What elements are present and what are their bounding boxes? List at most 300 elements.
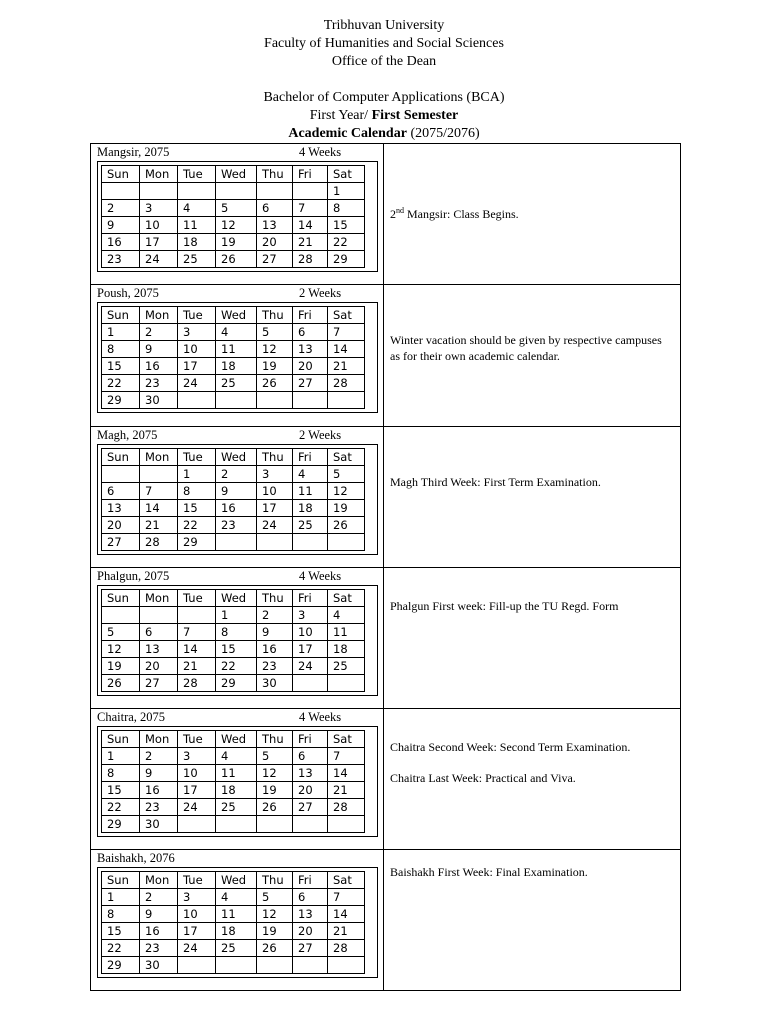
date-cell: 26 xyxy=(257,940,293,957)
date-cell: 15 xyxy=(216,641,257,658)
date-cell: 7 xyxy=(328,324,365,341)
date-cell: 14 xyxy=(140,500,178,517)
date-cell: 19 xyxy=(328,500,365,517)
date-cell: 17 xyxy=(140,234,178,251)
day-header: Wed xyxy=(216,590,257,607)
calendar-table xyxy=(90,143,681,991)
week-row xyxy=(102,251,365,268)
date-cell: 6 xyxy=(140,624,178,641)
faculty-name: Faculty of Humanities and Social Sciences xyxy=(264,36,504,51)
date-cell: 9 xyxy=(102,217,140,234)
date-cell xyxy=(257,392,293,409)
month-notes-cell xyxy=(384,709,680,849)
date-cell: 18 xyxy=(293,500,328,517)
month-grid-frame xyxy=(97,867,378,978)
date-cell: 6 xyxy=(293,748,328,765)
date-cell: 19 xyxy=(257,358,293,375)
date-cell: 29 xyxy=(102,957,140,974)
date-cell: 25 xyxy=(216,375,257,392)
date-cell: 27 xyxy=(293,799,328,816)
date-cell: 18 xyxy=(216,923,257,940)
date-cell: 18 xyxy=(328,641,365,658)
date-cell: 21 xyxy=(178,658,216,675)
event-note xyxy=(390,206,670,222)
date-cell: 8 xyxy=(328,200,365,217)
date-cell xyxy=(140,466,178,483)
date-cell: 21 xyxy=(328,782,365,799)
date-cell: 25 xyxy=(178,251,216,268)
date-cell xyxy=(293,675,328,692)
date-cell: 6 xyxy=(293,324,328,341)
date-cell: 3 xyxy=(178,889,216,906)
date-cell: 20 xyxy=(140,658,178,675)
date-cell xyxy=(328,675,365,692)
date-cell: 1 xyxy=(102,889,140,906)
note-text: Winter vacation should be given by respective campuses as for their own academic calendar. xyxy=(390,333,662,363)
day-header: Mon xyxy=(140,590,178,607)
date-cell: 19 xyxy=(102,658,140,675)
date-cell: 11 xyxy=(216,341,257,358)
date-cell: 4 xyxy=(216,324,257,341)
note-text: Mangsir: Class Begins. xyxy=(404,207,519,221)
date-cell: 23 xyxy=(216,517,257,534)
date-cell: 1 xyxy=(102,748,140,765)
date-cell: 29 xyxy=(102,392,140,409)
week-row xyxy=(102,765,365,782)
date-cell: 29 xyxy=(216,675,257,692)
date-cell xyxy=(178,183,216,200)
month-row xyxy=(91,427,680,568)
day-header: Sun xyxy=(102,307,140,324)
week-row xyxy=(102,782,365,799)
date-cell: 30 xyxy=(140,957,178,974)
date-cell: 24 xyxy=(178,940,216,957)
week-row xyxy=(102,234,365,251)
calendar-years: (2075/2076) xyxy=(406,126,480,141)
day-header: Sat xyxy=(328,307,365,324)
month-grid-frame xyxy=(97,585,378,696)
day-header: Sun xyxy=(102,449,140,466)
program-name: Bachelor of Computer Applications (BCA) xyxy=(263,90,505,105)
day-header: Sat xyxy=(328,449,365,466)
date-cell: 8 xyxy=(102,341,140,358)
week-row xyxy=(102,217,365,234)
date-cell: 15 xyxy=(102,358,140,375)
date-cell: 13 xyxy=(293,341,328,358)
date-cell: 23 xyxy=(140,799,178,816)
date-cell xyxy=(293,183,328,200)
date-cell: 15 xyxy=(102,782,140,799)
day-header: Thu xyxy=(257,872,293,889)
date-cell: 22 xyxy=(178,517,216,534)
date-cell: 16 xyxy=(140,782,178,799)
week-row xyxy=(102,816,365,833)
month-calendar-cell xyxy=(91,568,384,708)
date-cell xyxy=(102,607,140,624)
date-cell: 20 xyxy=(102,517,140,534)
date-cell: 14 xyxy=(328,765,365,782)
date-cell: 15 xyxy=(178,500,216,517)
date-cell: 27 xyxy=(293,940,328,957)
date-cell: 17 xyxy=(178,782,216,799)
month-calendar-cell xyxy=(91,709,384,849)
event-note xyxy=(390,598,670,614)
date-cell xyxy=(328,534,365,551)
month-notes-cell xyxy=(384,285,680,426)
month-title: Magh, 2075 xyxy=(97,428,158,442)
event-note xyxy=(390,332,670,364)
week-row xyxy=(102,534,365,551)
date-cell: 23 xyxy=(140,940,178,957)
date-cell xyxy=(140,183,178,200)
day-header: Sun xyxy=(102,166,140,183)
date-cell: 12 xyxy=(257,906,293,923)
date-cell: 28 xyxy=(293,251,328,268)
day-header-row xyxy=(102,166,365,183)
month-grid xyxy=(101,730,365,833)
date-cell: 29 xyxy=(178,534,216,551)
week-row xyxy=(102,500,365,517)
day-header-row xyxy=(102,731,365,748)
date-cell: 13 xyxy=(257,217,293,234)
date-cell xyxy=(102,183,140,200)
date-cell: 22 xyxy=(328,234,365,251)
document-header xyxy=(0,17,768,143)
month-calendar-cell xyxy=(91,144,384,284)
month-grid xyxy=(101,448,365,551)
calendar-label: Academic Calendar xyxy=(288,126,407,141)
month-grid xyxy=(101,306,365,409)
date-cell: 9 xyxy=(257,624,293,641)
date-cell: 10 xyxy=(293,624,328,641)
date-cell: 21 xyxy=(328,358,365,375)
day-header-row xyxy=(102,872,365,889)
date-cell: 11 xyxy=(328,624,365,641)
date-cell: 28 xyxy=(140,534,178,551)
day-header: Wed xyxy=(216,307,257,324)
month-title: Phalgun, 2075 xyxy=(97,569,170,583)
date-cell xyxy=(257,534,293,551)
date-cell xyxy=(178,957,216,974)
week-row xyxy=(102,375,365,392)
week-row xyxy=(102,748,365,765)
date-cell: 20 xyxy=(293,923,328,940)
date-cell: 9 xyxy=(140,341,178,358)
day-header: Tue xyxy=(178,872,216,889)
event-note xyxy=(390,739,670,755)
day-header: Sat xyxy=(328,166,365,183)
date-cell xyxy=(257,957,293,974)
date-cell: 7 xyxy=(140,483,178,500)
date-cell xyxy=(257,183,293,200)
date-cell: 3 xyxy=(257,466,293,483)
date-cell: 17 xyxy=(178,358,216,375)
week-row xyxy=(102,889,365,906)
date-cell: 5 xyxy=(257,889,293,906)
day-header: Mon xyxy=(140,449,178,466)
month-weeks: 4 Weeks xyxy=(299,710,342,724)
date-cell: 12 xyxy=(216,217,257,234)
date-cell: 11 xyxy=(216,906,257,923)
month-notes-cell xyxy=(384,568,680,708)
week-row xyxy=(102,957,365,974)
date-cell: 29 xyxy=(328,251,365,268)
month-calendar-cell xyxy=(91,427,384,567)
day-header: Thu xyxy=(257,166,293,183)
date-cell: 6 xyxy=(257,200,293,217)
date-cell: 17 xyxy=(178,923,216,940)
date-cell: 8 xyxy=(178,483,216,500)
date-cell: 20 xyxy=(293,782,328,799)
date-cell: 5 xyxy=(257,748,293,765)
month-row xyxy=(91,144,680,285)
month-title: Baishakh, 2076 xyxy=(97,851,175,865)
week-row xyxy=(102,675,365,692)
date-cell xyxy=(328,392,365,409)
month-calendar-cell xyxy=(91,850,384,990)
date-cell xyxy=(328,816,365,833)
month-notes-cell xyxy=(384,850,680,990)
date-cell: 8 xyxy=(216,624,257,641)
date-cell: 19 xyxy=(216,234,257,251)
note-text: Magh Third Week: First Term Examination. xyxy=(390,475,601,489)
date-cell: 8 xyxy=(102,906,140,923)
day-header: Fri xyxy=(293,166,328,183)
note-text: Chaitra Second Week: Second Term Examination. xyxy=(390,740,631,754)
month-notes-cell xyxy=(384,144,680,284)
week-row xyxy=(102,799,365,816)
calendar-title xyxy=(0,125,768,143)
note-text: Baishakh First Week: Final Examination. xyxy=(390,865,588,879)
week-row xyxy=(102,624,365,641)
week-row xyxy=(102,940,365,957)
date-cell xyxy=(178,816,216,833)
date-cell: 1 xyxy=(102,324,140,341)
day-header: Sat xyxy=(328,731,365,748)
day-header: Tue xyxy=(178,307,216,324)
date-cell xyxy=(216,957,257,974)
date-cell: 16 xyxy=(140,358,178,375)
date-cell: 26 xyxy=(216,251,257,268)
date-cell: 30 xyxy=(140,392,178,409)
day-header: Fri xyxy=(293,731,328,748)
day-header: Wed xyxy=(216,166,257,183)
date-cell: 21 xyxy=(293,234,328,251)
date-cell: 4 xyxy=(216,889,257,906)
date-cell: 16 xyxy=(140,923,178,940)
date-cell: 14 xyxy=(178,641,216,658)
month-grid xyxy=(101,871,365,974)
date-cell: 12 xyxy=(328,483,365,500)
month-grid xyxy=(101,165,365,268)
date-cell xyxy=(140,607,178,624)
week-row xyxy=(102,358,365,375)
day-header: Wed xyxy=(216,872,257,889)
week-row xyxy=(102,483,365,500)
date-cell: 28 xyxy=(178,675,216,692)
event-note xyxy=(390,864,670,880)
date-cell: 5 xyxy=(102,624,140,641)
date-cell: 24 xyxy=(257,517,293,534)
date-cell: 21 xyxy=(328,923,365,940)
week-row xyxy=(102,200,365,217)
date-cell: 22 xyxy=(102,799,140,816)
date-cell: 3 xyxy=(140,200,178,217)
month-grid xyxy=(101,589,365,692)
day-header: Fri xyxy=(293,307,328,324)
semester-label: First Semester xyxy=(371,108,459,123)
university-name: Tribhuvan University xyxy=(323,18,445,33)
month-weeks: 4 Weeks xyxy=(299,569,342,583)
date-cell xyxy=(293,392,328,409)
week-row xyxy=(102,341,365,358)
date-cell: 16 xyxy=(257,641,293,658)
date-cell: 22 xyxy=(102,375,140,392)
week-row xyxy=(102,517,365,534)
date-cell: 25 xyxy=(328,658,365,675)
date-cell: 27 xyxy=(140,675,178,692)
date-cell: 4 xyxy=(178,200,216,217)
month-title: Chaitra, 2075 xyxy=(97,710,166,724)
date-cell: 1 xyxy=(178,466,216,483)
week-row xyxy=(102,324,365,341)
date-cell: 9 xyxy=(140,906,178,923)
date-cell: 14 xyxy=(293,217,328,234)
date-cell: 10 xyxy=(140,217,178,234)
date-cell: 24 xyxy=(178,375,216,392)
date-cell: 4 xyxy=(293,466,328,483)
date-cell: 26 xyxy=(257,799,293,816)
month-row xyxy=(91,850,680,990)
day-header: Tue xyxy=(178,449,216,466)
date-cell: 11 xyxy=(216,765,257,782)
date-cell: 12 xyxy=(257,341,293,358)
month-weeks: 4 Weeks xyxy=(299,145,342,159)
date-cell: 15 xyxy=(328,217,365,234)
month-title: Mangsir, 2075 xyxy=(97,145,170,159)
date-cell: 23 xyxy=(140,375,178,392)
date-cell: 25 xyxy=(293,517,328,534)
day-header: Sun xyxy=(102,590,140,607)
date-cell: 4 xyxy=(216,748,257,765)
date-cell: 17 xyxy=(293,641,328,658)
date-cell: 15 xyxy=(102,923,140,940)
date-cell: 7 xyxy=(328,889,365,906)
date-cell: 3 xyxy=(178,748,216,765)
date-cell: 7 xyxy=(293,200,328,217)
day-header: Sun xyxy=(102,872,140,889)
date-cell xyxy=(102,466,140,483)
day-header: Thu xyxy=(257,731,293,748)
date-cell: 27 xyxy=(293,375,328,392)
date-cell xyxy=(216,816,257,833)
date-cell: 3 xyxy=(293,607,328,624)
day-header-row xyxy=(102,449,365,466)
date-cell: 23 xyxy=(257,658,293,675)
date-cell: 29 xyxy=(102,816,140,833)
week-row xyxy=(102,658,365,675)
date-cell: 1 xyxy=(216,607,257,624)
date-cell: 28 xyxy=(328,799,365,816)
date-cell: 24 xyxy=(178,799,216,816)
day-header: Wed xyxy=(216,449,257,466)
day-header: Mon xyxy=(140,872,178,889)
date-cell: 26 xyxy=(102,675,140,692)
date-cell xyxy=(293,816,328,833)
date-cell: 10 xyxy=(178,765,216,782)
month-notes-cell xyxy=(384,427,680,567)
note-ordinal: nd xyxy=(396,206,404,215)
date-cell: 2 xyxy=(102,200,140,217)
week-row xyxy=(102,923,365,940)
date-cell: 24 xyxy=(140,251,178,268)
date-cell: 14 xyxy=(328,341,365,358)
date-cell: 22 xyxy=(102,940,140,957)
date-cell: 22 xyxy=(216,658,257,675)
date-cell: 16 xyxy=(216,500,257,517)
day-header: Thu xyxy=(257,307,293,324)
date-cell xyxy=(293,534,328,551)
day-header: Mon xyxy=(140,307,178,324)
day-header: Thu xyxy=(257,449,293,466)
date-cell xyxy=(216,392,257,409)
date-cell: 30 xyxy=(140,816,178,833)
date-cell: 25 xyxy=(216,799,257,816)
date-cell xyxy=(216,183,257,200)
month-grid-frame xyxy=(97,161,378,272)
date-cell: 21 xyxy=(140,517,178,534)
day-header: Fri xyxy=(293,872,328,889)
day-header-row xyxy=(102,590,365,607)
day-header: Mon xyxy=(140,731,178,748)
date-cell: 12 xyxy=(257,765,293,782)
date-cell xyxy=(328,957,365,974)
date-cell: 2 xyxy=(257,607,293,624)
month-grid-frame xyxy=(97,302,378,413)
date-cell: 8 xyxy=(102,765,140,782)
date-cell: 10 xyxy=(178,906,216,923)
day-header-row xyxy=(102,307,365,324)
date-cell xyxy=(178,607,216,624)
date-cell xyxy=(216,534,257,551)
event-note xyxy=(390,474,670,490)
date-cell: 2 xyxy=(140,748,178,765)
month-grid-frame xyxy=(97,726,378,837)
date-cell: 28 xyxy=(328,375,365,392)
date-cell: 18 xyxy=(216,782,257,799)
date-cell: 11 xyxy=(293,483,328,500)
day-header: Thu xyxy=(257,590,293,607)
week-row xyxy=(102,183,365,200)
day-header: Tue xyxy=(178,731,216,748)
note-text: Phalgun First week: Fill-up the TU Regd. Form xyxy=(390,599,619,613)
day-header: Wed xyxy=(216,731,257,748)
day-header: Sun xyxy=(102,731,140,748)
date-cell: 27 xyxy=(257,251,293,268)
date-cell: 5 xyxy=(328,466,365,483)
date-cell: 20 xyxy=(293,358,328,375)
date-cell: 2 xyxy=(216,466,257,483)
year-label: First Year/ xyxy=(309,108,372,123)
date-cell: 18 xyxy=(178,234,216,251)
date-cell xyxy=(293,957,328,974)
date-cell: 17 xyxy=(257,500,293,517)
note-text: Chaitra Last Week: Practical and Viva. xyxy=(390,771,576,785)
date-cell: 5 xyxy=(216,200,257,217)
month-weeks: 2 Weeks xyxy=(299,286,342,300)
date-cell: 6 xyxy=(102,483,140,500)
month-row xyxy=(91,709,680,850)
